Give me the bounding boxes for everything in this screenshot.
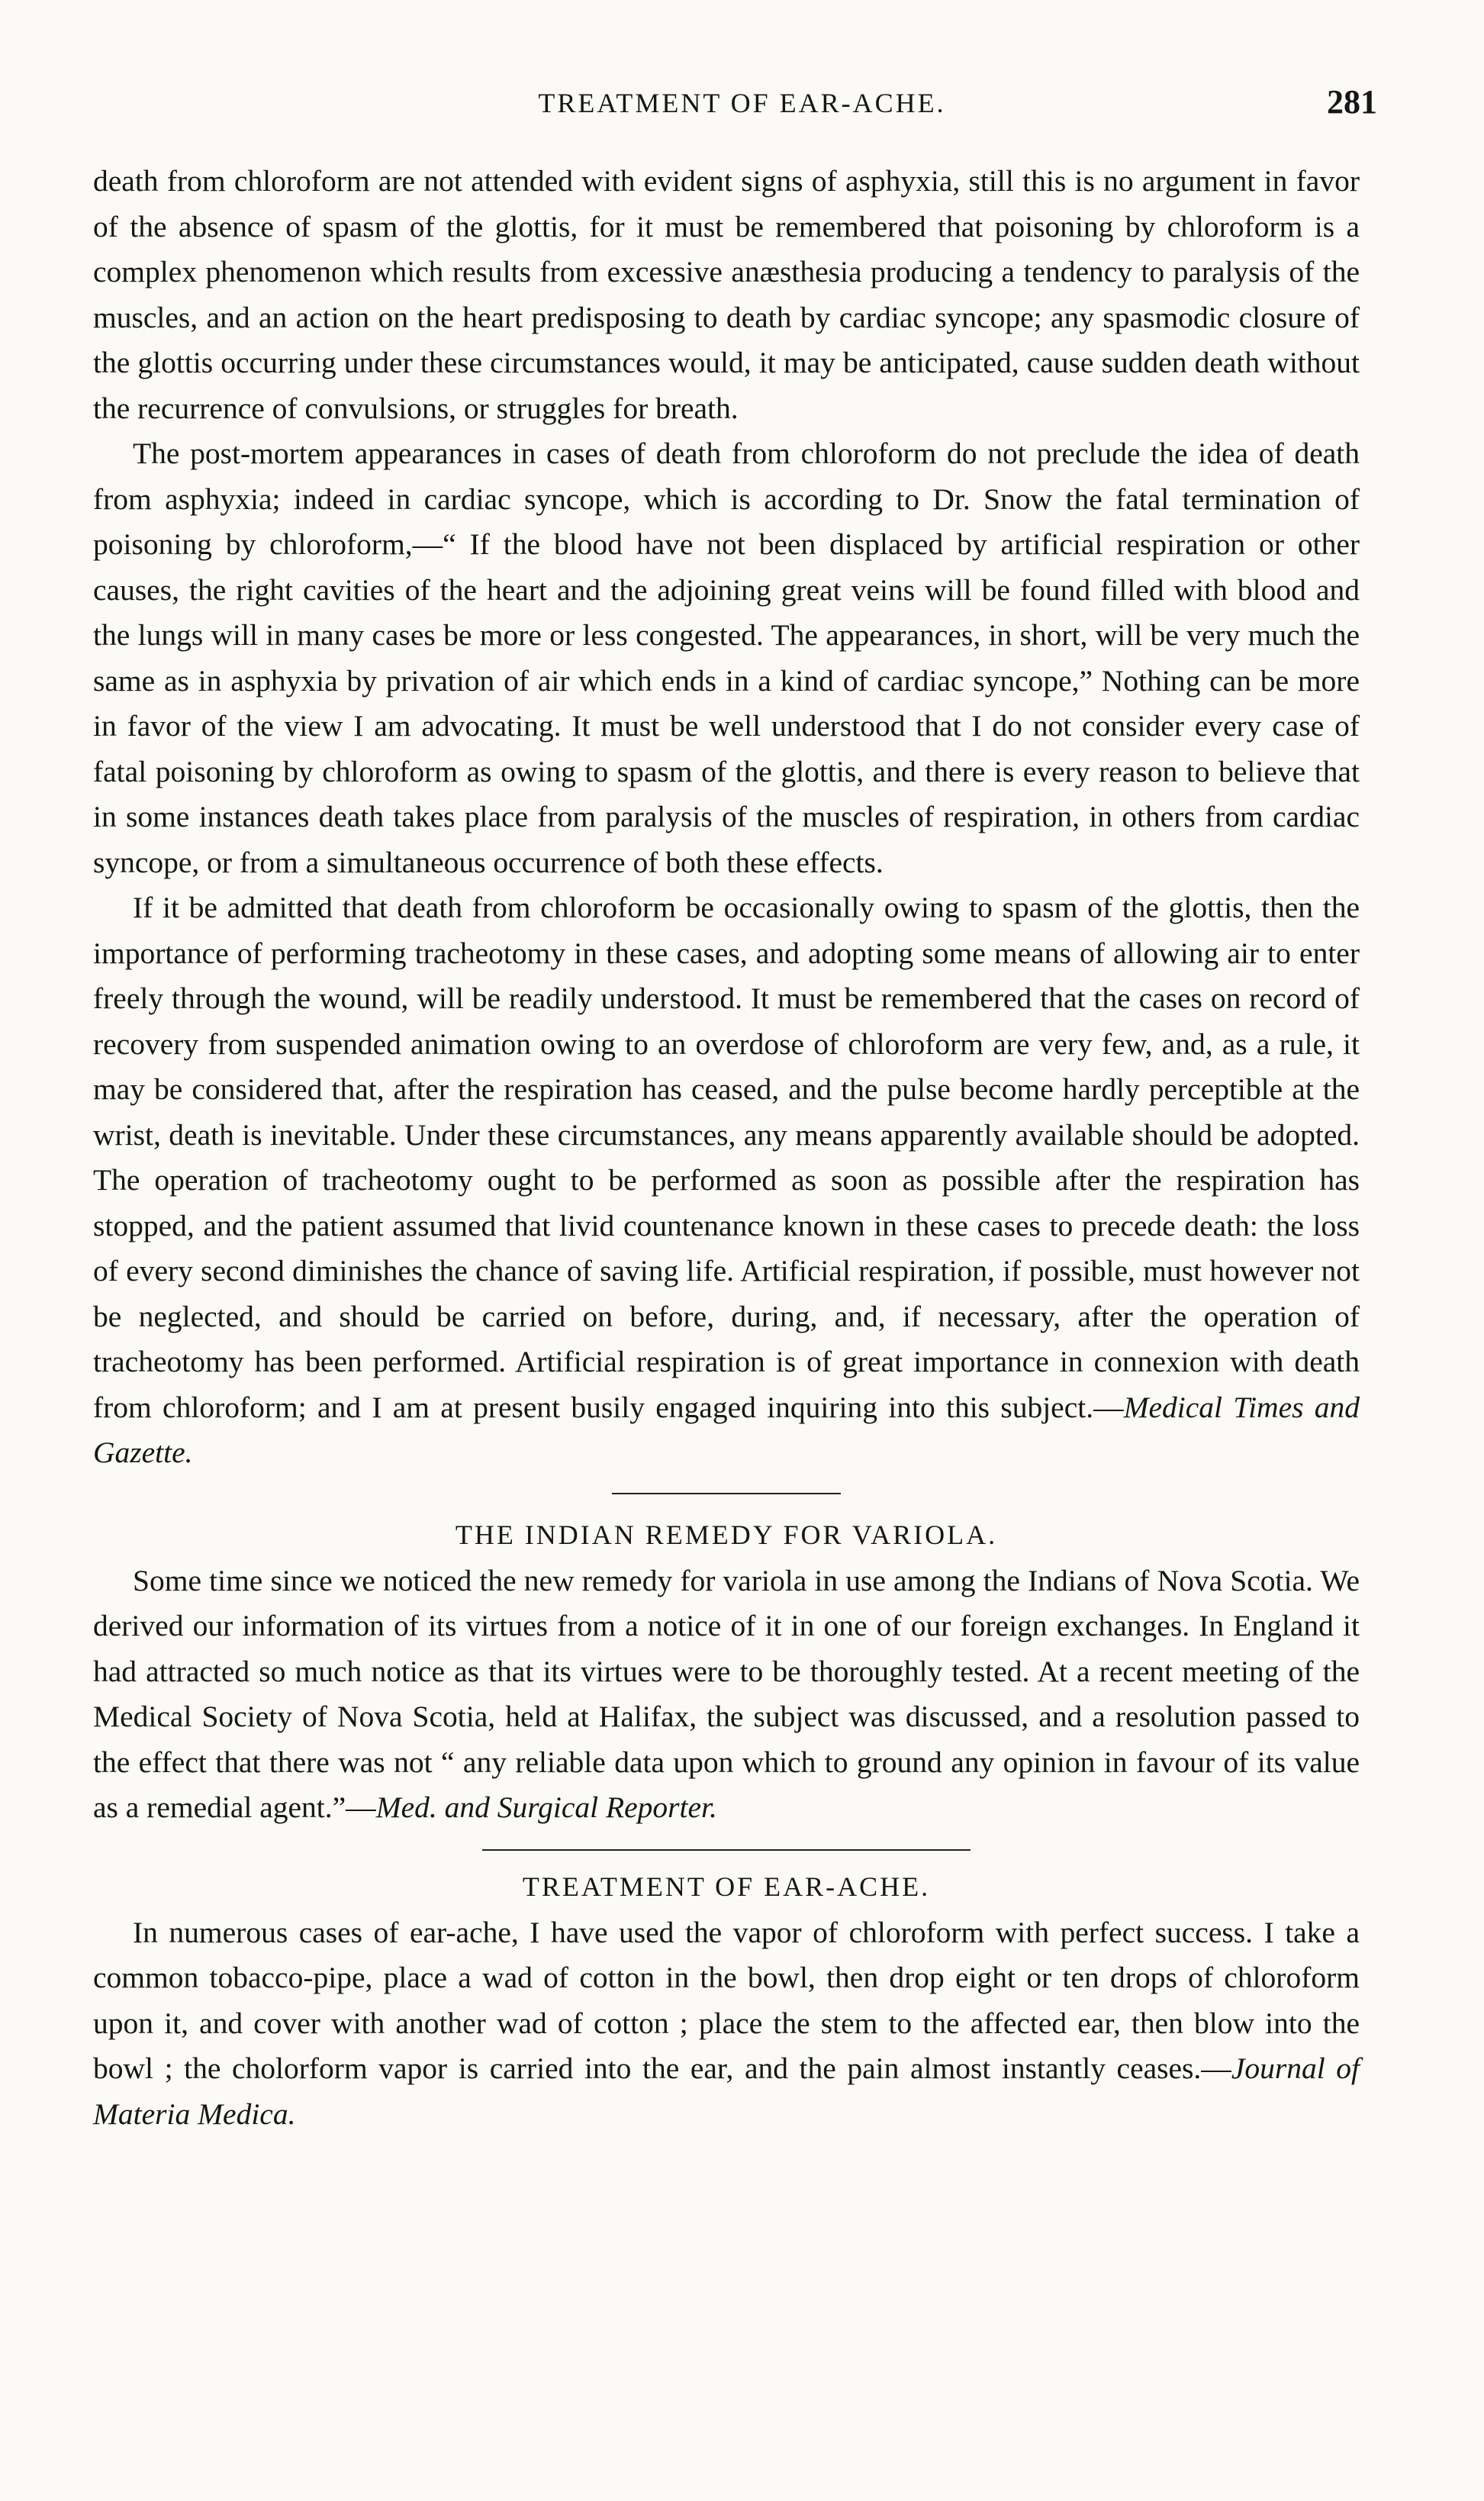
running-head [0, 82, 1484, 128]
article1-paragraph-2 [93, 431, 1360, 885]
article3-heading: TREATMENT OF EAR-ACHE. [522, 1871, 931, 1902]
article2-source: Med. and Surgical Reporter. [375, 1790, 717, 1824]
article1-paragraph-1-text: death from chloroform are not attended with evident signs of asphyxia, still this is no argument in favor of the absence of spasm of the glottis, for it must be remembered that poisoning by chloroform is a complex phenomenon which results from excessive anæsthesia producing a tendency to paralysis of the muscles, and an action on the heart predisposing to death by cardiac syncope; any spasmodic closure of the glottis occurring under these circumstances would, it may be anticipated, cause sudden death without the recurrence of convulsions, or struggles for breath. [93, 164, 1360, 425]
article1-paragraph-2-text: The post-mortem appearances in cases of death from chloroform do not preclude the idea of death from asphyxia; indeed in cardiac syncope, which is according to Dr. Snow the fatal termination of poisoning by chloroform,—“ If the blood have not been displaced by artificial respiration or other causes, the right cavities of the heart and the adjoining great veins will be found filled with blood and the lungs will in many cases be more or less congested. The appearances, in short, will be very much the same as in asphyxia by privation of air which ends in a kind of cardiac syncope,” Nothing can be more in favor of the view I am advocating. It must be well understood that I do not consider every case of fatal poisoning by chloroform as owing to spasm of the glottis, and there is every reason to believe that in some instances death takes place from paralysis of the muscles of respiration, in others from cardiac syncope, or from a simultaneous occurrence of both these effects. [93, 437, 1360, 879]
page-number: 281 [1327, 83, 1377, 121]
article2-paragraph-1-text: Some time since we noticed the new remedy for variola in use among the Indians of Nova Scotia. We derived our information of its virtues from a notice of it in one of our foreign exchanges. In England it had attracted so much notice as that its virtues were to be thoroughly tested. At a recent meeting of the Medical Society of Nova Scotia, held at Halifax, the subject was discussed, and a resolution passed to the effect that there was not “ any reliable data upon which to ground any opinion in favour of its value as a remedial agent.”— [93, 1563, 1360, 1824]
section-divider-2 [482, 1849, 971, 1851]
article3-source: Journal of Materia Medica. [93, 2051, 1360, 2131]
running-head-title: TREATMENT OF EAR-ACHE. [538, 88, 946, 118]
article2-heading: THE INDIAN REMEDY FOR VARIOLA. [455, 1519, 998, 1550]
article3-paragraph-1-text: In numerous cases of ear-ache, I have used the vapor of chloroform with perfect success. I take a common tobacco-pipe, place a wad of cotton in the bowl, then drop eight or ten drops of chloroform upon it, and cover with another wad of cotton ; place the stem to the affected ear, then blow into the bowl ; the cholorform vapor is carried into the ear, and the pain almost instantly ceases.— [93, 1915, 1360, 2085]
article1-paragraph-1 [93, 159, 1360, 431]
page-body [93, 159, 1360, 2137]
article1-source: Medical Times and Gazette. [93, 1390, 1360, 1469]
article1-paragraph-3 [93, 885, 1360, 1476]
section-divider-1 [612, 1493, 841, 1494]
article3-paragraph-1 [93, 1910, 1360, 2138]
article1-paragraph-3-text: If it be admitted that death from chloroform be occasionally owing to spasm of the glottis, then the importance of performing tracheotomy in these cases, and adopting some means of allowing air to enter freely through the wound, will be readily understood. It must be remembered that the cases on record of recovery from suspended animation owing to an overdose of chloroform are very few, and, as a rule, it may be considered that, after the respiration has ceased, and the pulse become hardly perceptible at the wrist, death is inevitable. Under these circumstances, any means apparently available should be adopted. The operation of tracheotomy ought to be performed as soon as possible after the respiration has stopped, and the patient assumed that livid countenance known in these cases to precede death: the loss of every second diminishes the chance of saving life. Artificial respiration, if possible, must however not be neglected, and should be carried on before, during, and, if necessary, after the operation of tracheotomy has been performed. Artificial respiration is of great importance in connexion with death from chloroform; and I am at present busily engaged inquiring into this subject.— [93, 891, 1360, 1424]
article2-paragraph-1 [93, 1558, 1360, 1831]
